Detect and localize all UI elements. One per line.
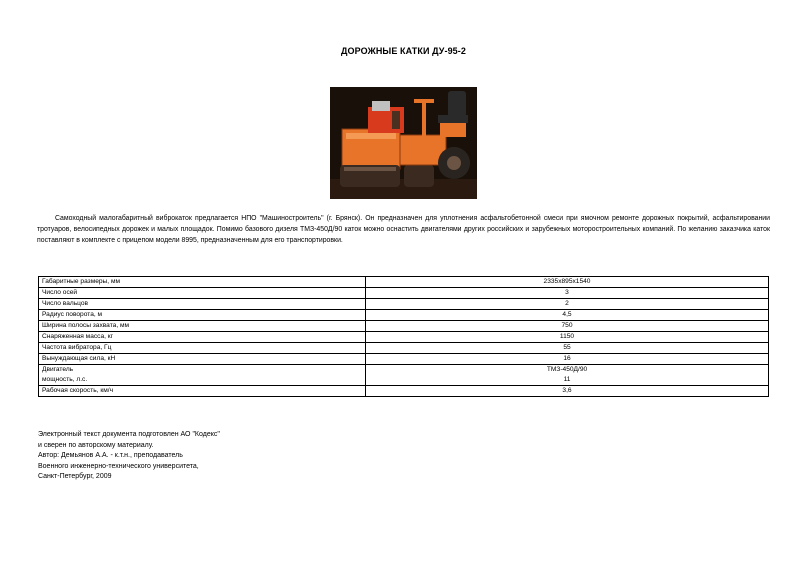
document-footer	[38, 430, 220, 483]
spec-value-engine: ТМЗ-450Д/90	[546, 366, 588, 373]
spec-value: 750	[366, 321, 769, 332]
spec-value: 2335x895x1540	[366, 277, 769, 288]
table-row	[39, 277, 769, 288]
table-row	[39, 365, 769, 386]
spec-label: Число осей	[39, 288, 366, 299]
spec-label: Рабочая скорость, км/ч	[39, 386, 366, 397]
spec-value: 55	[366, 343, 769, 354]
spec-label: Снаряженная масса, кг	[39, 332, 366, 343]
table-row	[39, 332, 769, 343]
table-row	[39, 386, 769, 397]
table-row	[39, 310, 769, 321]
footer-line: Санкт-Петербург, 2009	[38, 473, 112, 480]
spec-value: 16	[366, 354, 769, 365]
spec-value: 2	[366, 299, 769, 310]
spec-label-engine: Двигатель	[42, 366, 74, 373]
table-row	[39, 321, 769, 332]
document-title: ДОРОЖНЫЕ КАТКИ ДУ-95-2	[341, 46, 466, 56]
spec-label: Частота вибратора, Гц	[39, 343, 366, 354]
spec-label: Вынуждающая сила, кН	[39, 354, 366, 365]
road-roller-photo	[330, 87, 477, 199]
specifications-table	[38, 276, 769, 397]
spec-value: 1150	[366, 332, 769, 343]
footer-line: Электронный текст документа подготовлен АО "Кодекс"	[38, 431, 220, 438]
footer-line: Автор: Демьянов А.А. - к.т.н., преподаватель	[38, 452, 183, 459]
spec-value	[366, 365, 769, 386]
spec-label: Радиус поворота, м	[39, 310, 366, 321]
description-paragraph: Самоходный малогабаритный виброкаток предлагается НПО "Машиностроитель" (г. Брянск). Он предназначен для уплотнения асфальтобетонной смеси при ямочном ремонте дорожных покрытий, асфальтировании тротуаров, велосипедных дорожек и малых площадок. Помимо базового дизеля ТМЗ-450Д/90 каток можно оснастить двигателями других российских и зарубежных моторостроительных компаний. По желанию заказчика каток поставляют в комплекте с прицепом модели 8995, предназначенным для его транспортировки.	[37, 215, 770, 244]
table-row	[39, 354, 769, 365]
spec-label-power: мощность, л.с.	[42, 376, 88, 383]
spec-value-power: 11	[563, 376, 571, 383]
spec-value: 3	[366, 288, 769, 299]
spec-label: Ширина полосы захвата, мм	[39, 321, 366, 332]
spec-label	[39, 365, 366, 386]
spec-label: Число вальцов	[39, 299, 366, 310]
road-roller-illustration	[330, 87, 477, 199]
table-row	[39, 299, 769, 310]
spec-value: 4,5	[366, 310, 769, 321]
table-row	[39, 288, 769, 299]
spec-label: Габаритные размеры, мм	[39, 277, 366, 288]
footer-line: Военного инженерно-технического университета,	[38, 462, 199, 470]
spec-value: 3,6	[366, 386, 769, 397]
footer-line: и сверен по авторскому материалу.	[38, 441, 154, 449]
table-row	[39, 343, 769, 354]
